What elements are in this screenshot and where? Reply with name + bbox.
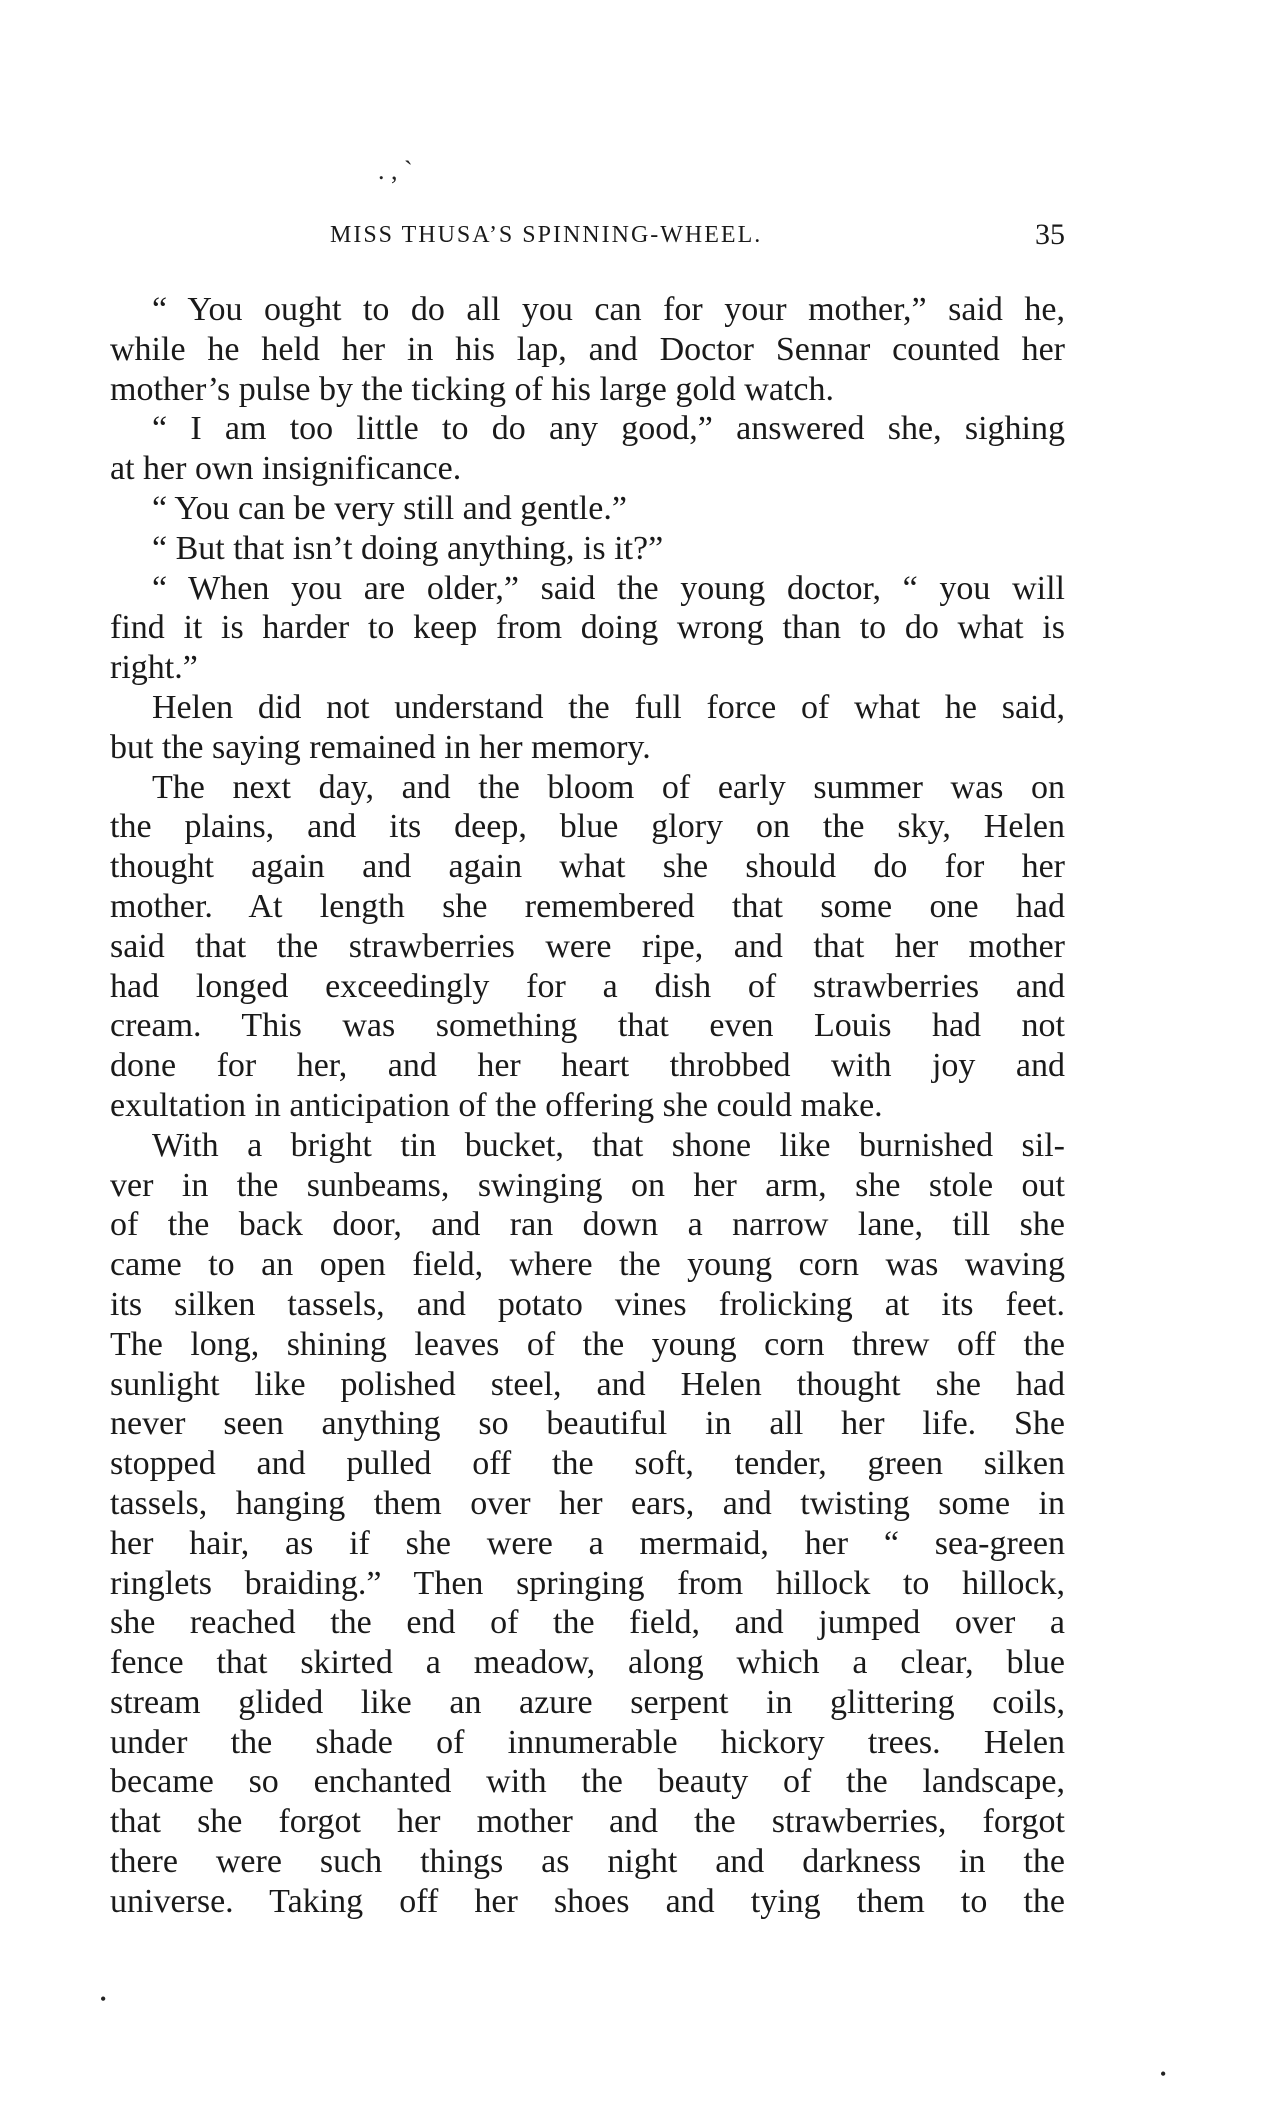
text-line: fence that skirted a meadow, along which a clear, blue <box>110 1644 1065 1682</box>
text-line: came to an open field, where the young corn was waving <box>110 1246 1065 1284</box>
text-line: that she forgot her mother and the strawberries, forgot <box>110 1803 1065 1841</box>
text-line: done for her, and her heart throbbed with joy and <box>110 1047 1065 1085</box>
text-line: its silken tassels, and potato vines frolicking at its feet. <box>110 1285 1065 1323</box>
running-title: MISS THUSA’S SPINNING-WHEEL. <box>330 222 763 248</box>
text-line: there were such things as night and darkness in the <box>110 1843 1065 1881</box>
text-line: With a bright tin bucket, that shone like burnished sil- <box>152 1126 1065 1164</box>
text-line: The long, shining leaves of the young corn threw off the <box>110 1325 1065 1363</box>
text-line: tassels, hanging them over her ears, and twisting some in <box>110 1484 1065 1522</box>
text-line: “ You ought to do all you can for your mother,” said he, <box>152 291 1065 328</box>
text-line: sunlight like polished steel, and Helen thought she had <box>110 1365 1065 1403</box>
body-text <box>110 290 1065 1922</box>
page-number: 35 <box>1035 218 1065 251</box>
text-line: “ You can be very still and gentle.” <box>152 489 627 527</box>
page-header <box>110 218 1065 262</box>
text-line: the plains, and its deep, blue glory on the sky, Helen <box>110 808 1065 846</box>
text-line: Helen did not understand the full force of what he said, <box>152 688 1065 726</box>
text-line: stopped and pulled off the soft, tender, green silken <box>110 1445 1065 1483</box>
text-line: find it is harder to keep from doing wrong than to do what is <box>110 609 1065 647</box>
text-line: The next day, and the bloom of early summer was on <box>152 768 1065 806</box>
text-line: cream. This was something that even Louis had not <box>110 1007 1065 1045</box>
text-line: “ I am too little to do any good,” answered she, sighing <box>152 410 1065 448</box>
text-line: had longed exceedingly for a dish of strawberries and <box>110 967 1065 1005</box>
text-line: thought again and again what she should do for her <box>110 848 1065 886</box>
text-line: “ But that isn’t doing anything, is it?” <box>152 529 664 567</box>
text-line: ver in the sunbeams, swinging on her arm, she stole out <box>110 1166 1065 1204</box>
text-line: right.” <box>110 649 198 687</box>
text-line: universe. Taking off her shoes and tying them to the <box>110 1882 1065 1920</box>
text-line: at her own insignificance. <box>110 450 462 488</box>
text-line: never seen anything so beautiful in all her life. She <box>110 1405 1065 1443</box>
text-line: stream glided like an azure serpent in glittering coils, <box>110 1683 1065 1721</box>
text-line: exultation in anticipation of the offering she could make. <box>110 1086 883 1124</box>
text-line: became so enchanted with the beauty of the landscape, <box>110 1763 1065 1801</box>
text-line: she reached the end of the field, and jumped over a <box>110 1604 1065 1642</box>
text-line: but the saying remained in her memory. <box>110 728 651 766</box>
text-line: ringlets braiding.” Then springing from hillock to hillock, <box>110 1564 1065 1602</box>
text-line: mother. At length she remembered that some one had <box>110 887 1065 925</box>
top-ink-mark: . , ` <box>378 156 413 185</box>
bottom-left-ink-mark: • <box>100 1989 107 2009</box>
text-line: her hair, as if she were a mermaid, her “ sea-green <box>110 1524 1065 1562</box>
bottom-right-ink-mark: • <box>1160 2064 1167 2084</box>
text-line: of the back door, and ran down a narrow lane, till she <box>110 1206 1065 1244</box>
text-line: while he held her in his lap, and Doctor Sennar counted her <box>110 330 1065 368</box>
text-line: mother’s pulse by the ticking of his large gold watch. <box>110 370 834 408</box>
text-line: under the shade of innumerable hickory trees. Helen <box>110 1723 1065 1761</box>
text-line: “ When you are older,” said the young doctor, “ you will <box>152 569 1065 607</box>
text-line: said that the strawberries were ripe, and that her mother <box>110 927 1065 965</box>
